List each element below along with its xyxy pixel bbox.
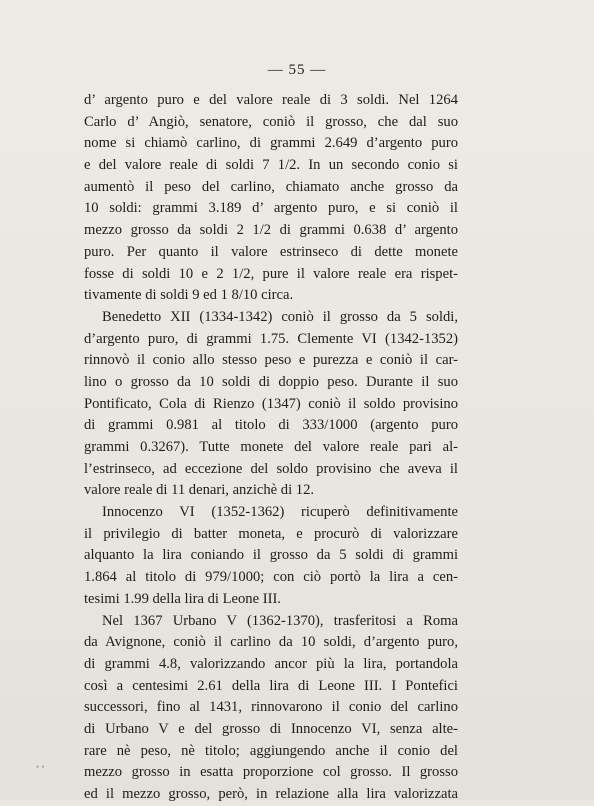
text-line: rinnovò il conio allo stesso peso e purezza e coniò il car-: [84, 352, 458, 369]
text-line: il privilegio di batter moneta, e procurò di valorizzare: [84, 525, 458, 542]
text-line: alquanto la lira coniando il grosso da 5 soldi di grammi: [84, 547, 458, 564]
text-line: fosse di soldi 10 e 2 1/2, pure il valore reale era rispet-: [84, 265, 458, 282]
text-line: Benedetto XII (1334-1342) coniò il grosso da 5 soldi,: [102, 308, 458, 325]
text-line: puro. Per quanto il valore estrinseco di dette monete: [84, 243, 458, 260]
text-line: rare nè peso, nè titolo; aggiungendo anche il conio del: [84, 742, 458, 759]
page-number: — 55 —: [267, 62, 327, 78]
text-line: nome si chiamò carlino, di grammi 2.649 d’argento puro: [84, 135, 458, 152]
text-line: tesimi 1.99 della lira di Leone III.: [84, 590, 281, 607]
text-line: l’estrinseco, ad eccezione del soldo provisino che aveva il: [84, 460, 458, 477]
text-line: Carlo d’ Angiò, senatore, coniò il grosso, che dal suo: [84, 113, 458, 130]
text-line: da Avignone, coniò il carlino da 10 soldi, d’argento puro,: [84, 634, 458, 651]
text-line: di grammi 0.981 al titolo di 333/1000 (argento puro: [84, 417, 458, 434]
text-line: ed il mezzo grosso, però, in relazione alla lira valorizzata: [84, 786, 458, 802]
text-line: tivamente di soldi 9 ed 1 8/10 circa.: [84, 287, 294, 304]
text-line: Innocenzo VI (1352-1362) ricuperò definitivamente: [102, 504, 458, 521]
text-line: Pontificato, Cola di Rienzo (1347) coniò il soldo provisino: [84, 395, 458, 412]
text-line: mezzo grosso da soldi 2 1/2 di grammi 0.638 d’ argento: [84, 222, 458, 239]
text-line: di Urbano V e del grosso di Innocenzo VI, senza alte-: [84, 720, 458, 737]
text-line: di grammi 4.8, valorizzando ancor più la lira, portandola: [84, 655, 458, 672]
text-line: d’ argento puro e del valore reale di 3 soldi. Nel 1264: [84, 92, 458, 108]
text-line: valore reale di 11 denari, anzichè di 12.: [84, 482, 315, 499]
text-line: 10 soldi: grammi 3.189 d’ argento puro, e si coniò il: [84, 200, 458, 217]
text-line: lino o grosso da 10 soldi di doppio peso. Durante il suo: [84, 373, 458, 390]
text-line: successori, fino al 1431, rinnovarono il conio del carlino: [84, 699, 458, 716]
text-line: Nel 1367 Urbano V (1362-1370), trasferitosi a Roma: [102, 612, 458, 629]
margin-mark: • •: [36, 762, 45, 772]
text-line: grammi 0.3267). Tutte monete del valore reale pari al-: [84, 439, 458, 455]
body-text: [84, 90, 458, 806]
text-line: così a centesimi 2.61 della lira di Leone III. I Pontefici: [84, 677, 458, 694]
text-line: d’argento puro, di grammi 1.75. Clemente VI (1342-1352): [84, 330, 458, 347]
text-line: 1.864 al titolo di 979/1000; con ciò portò la lira a cen-: [84, 569, 458, 586]
text-line: aumentò il peso del carlino, chiamato anche grosso da: [84, 178, 458, 195]
text-line: e del valore reale di soldi 7 1/2. In un secondo conio si: [84, 157, 458, 174]
text-line: mezzo grosso in esatta proporzione col grosso. Il grosso: [84, 764, 458, 781]
